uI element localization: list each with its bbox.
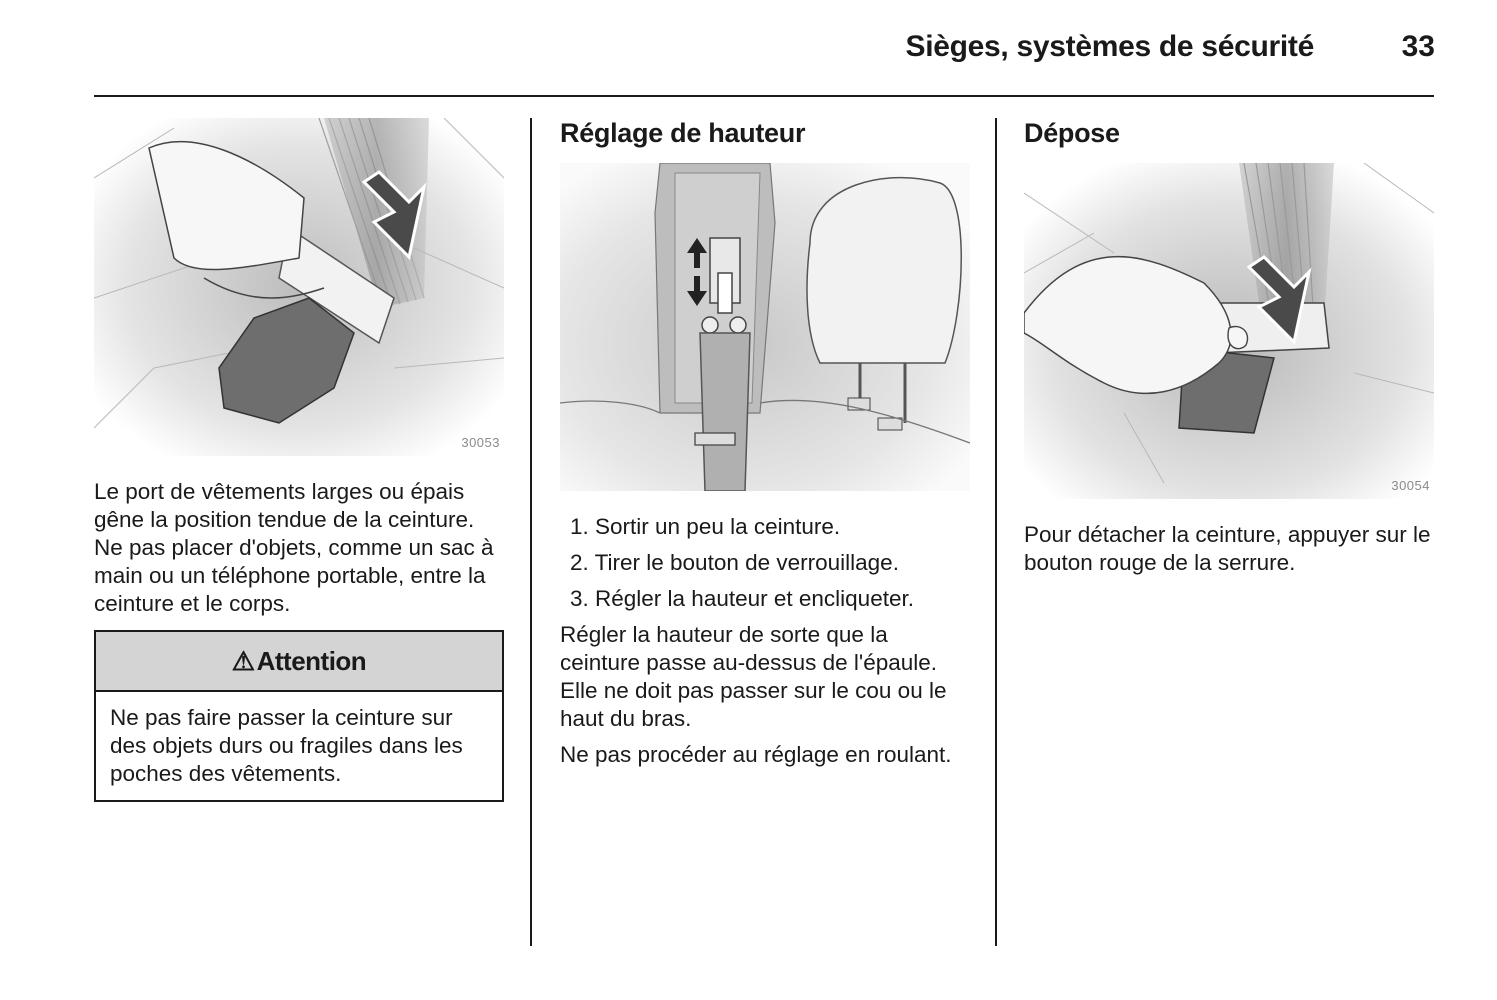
height-adjustment-title: Réglage de hauteur (560, 118, 806, 148)
belt-buckle-illustration (94, 118, 504, 456)
header-title: Sièges, systèmes de sécurité (905, 30, 1314, 63)
warning-header (96, 632, 502, 692)
step-item: 2. Tirer le bouton de verrouillage. (570, 550, 899, 575)
driving-paragraph: Ne pas procéder au réglage en roulant. (560, 742, 952, 767)
column-2 (560, 118, 970, 769)
clothing-paragraph: Le port de vêtements larges ou épais gêne la position tendue de la ceinture. Ne pas placer d'objets, comme un sac à main ou un téléphone portable, entre la ceinture et le corps. (94, 479, 494, 616)
page-number: 33 (1401, 30, 1435, 63)
column-divider (530, 118, 532, 946)
belt-release-illustration (1024, 163, 1434, 499)
column-3 (1024, 118, 1434, 577)
step-item: 3. Régler la hauteur et encliqueter. (570, 586, 914, 611)
header-rule (94, 95, 1434, 97)
warning-text: Ne pas faire passer la ceinture sur des objets durs ou fragiles dans les poches des vêtements. (110, 705, 463, 786)
height-adjuster-illustration (560, 163, 970, 491)
warning-triangle-icon: ⚠ (231, 645, 255, 676)
warning-title: Attention (256, 645, 367, 676)
step-item: 1. Sortir un peu la ceinture. (570, 514, 841, 539)
release-paragraph: Pour détacher la ceinture, appuyer sur le bouton rouge de la serrure. (1024, 522, 1431, 575)
figure-number: 30053 (461, 435, 500, 450)
steps-list (560, 513, 970, 613)
column-1 (94, 118, 504, 802)
removal-title: Dépose (1024, 118, 1120, 148)
column-divider (995, 118, 997, 946)
height-paragraph: Régler la hauteur de sorte que la ceinture passe au-dessus de l'épaule. Elle ne doit pas passer sur le cou ou le haut du bras. (560, 622, 947, 731)
figure-number: 30054 (1391, 478, 1430, 493)
warning-box (94, 630, 504, 802)
